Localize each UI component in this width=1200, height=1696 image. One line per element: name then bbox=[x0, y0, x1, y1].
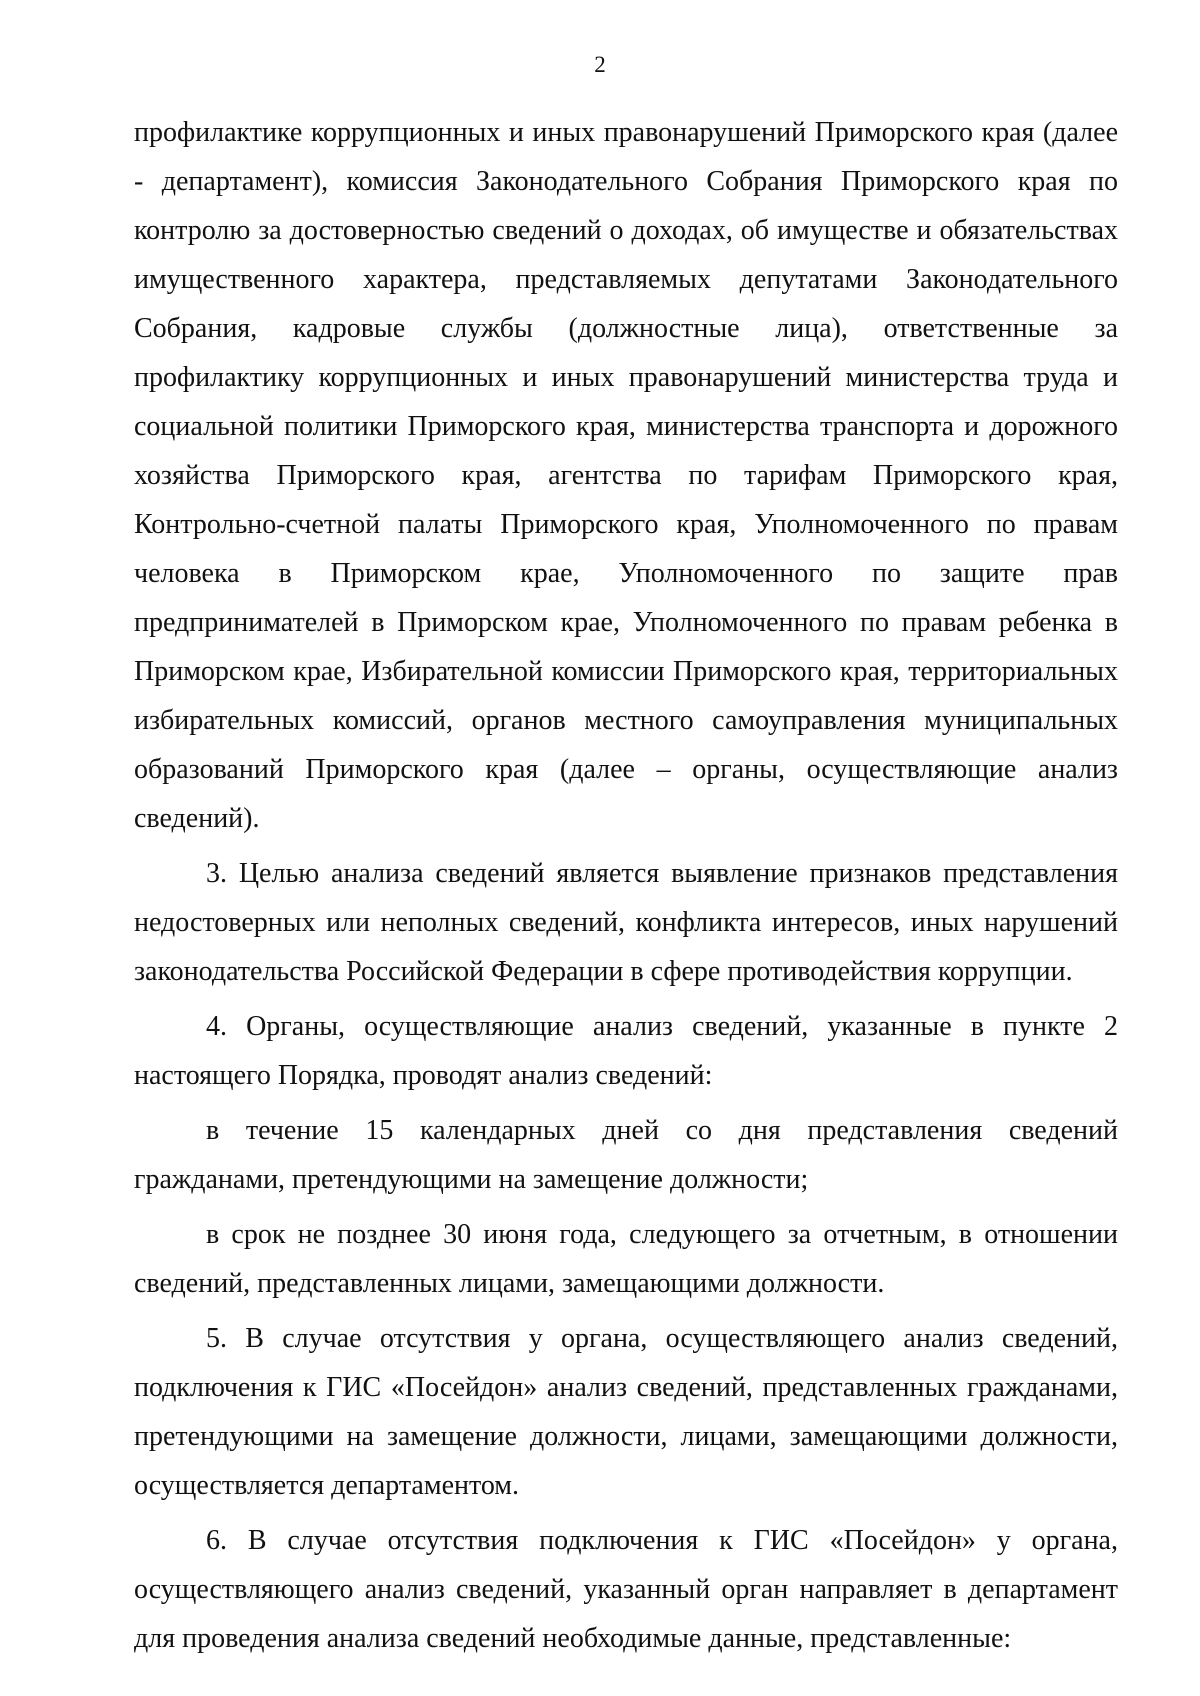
paragraph-item-3: 3. Целью анализа сведений является выявление признаков представления недостоверных или неполных сведений, конфликта интересов, иных нарушений законодательства Российской Федерации в сфере противодействия коррупции. bbox=[134, 858, 1118, 987]
page-number: 2 bbox=[594, 52, 606, 77]
paragraph-continuation: профилактике коррупционных и иных правонарушений Приморского края (далее - департамент), комиссия Законодательного Собрания Приморского края по контролю за достоверностью сведений о доходах, об имуществе и обязательствах имущественного характера, представляемых депутатами Законодательного Собрания, кадровые службы (должностные лица), ответственные за профилактику коррупционных и иных правонарушений министерства труда и социальной политики Приморского края, министерства транспорта и дорожного хозяйства Приморского края, агентства по тарифам Приморского края, Контрольно-счетной палаты Приморского края, Уполномоченного по правам человека в Приморском крае, Уполномоченного по защите прав предпринимателей в Приморском крае, Уполномоченного по правам ребенка в Приморском крае, Избирательной комиссии Приморского края, территориальных избирательных комиссий, органов местного самоуправления муниципальных образований Приморского края (далее – органы, осуществляющие анализ сведений). bbox=[134, 117, 1118, 834]
paragraph-item-4: 4. Органы, осуществляющие анализ сведений, указанные в пункте 2 настоящего Порядка, проводят анализ сведений: bbox=[134, 1011, 1118, 1091]
paragraph-item-4-sub-2: в срок не позднее 30 июня года, следующего за отчетным, в отношении сведений, представленных лицами, замещающими должности. bbox=[134, 1219, 1118, 1299]
paragraph-item-6: 6. В случае отсутствия подключения к ГИС «Посейдон» у органа, осуществляющего анализ сведений, указанный орган направляет в департамент для проведения анализа сведений необходимые данные, представленные: bbox=[134, 1525, 1118, 1654]
document-body bbox=[134, 108, 1118, 1663]
paragraph-item-4-sub-1: в течение 15 календарных дней со дня представления сведений гражданами, претендующими на замещение должности; bbox=[134, 1115, 1118, 1195]
paragraph-item-5: 5. В случае отсутствия у органа, осуществляющего анализ сведений, подключения к ГИС «Посейдон» анализ сведений, представленных гражданами, претендующими на замещение должности, лицами, замещающими должности, осуществляется департаментом. bbox=[134, 1323, 1118, 1501]
